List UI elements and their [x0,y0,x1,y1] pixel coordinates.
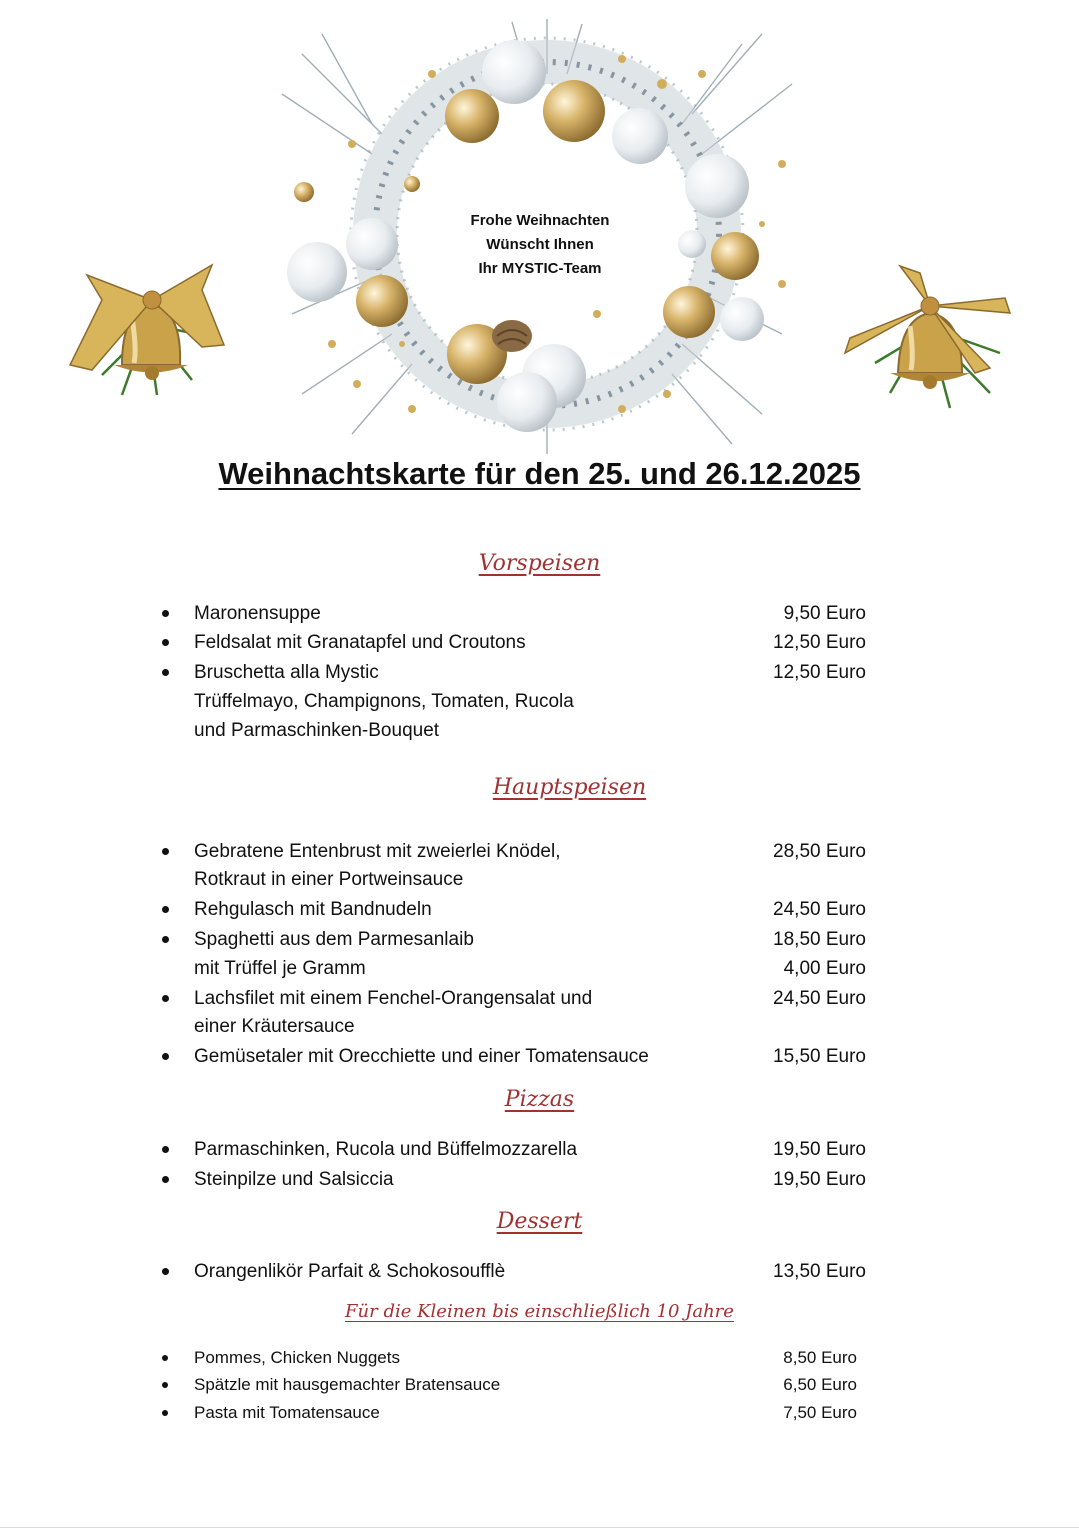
dish-price: 18,50 Euro [773,929,866,950]
dish-price: 4,00 Euro [783,958,866,979]
dish-description: Trüffelmayo, Champignons, Tomaten, Rucola [194,691,574,712]
dish-name: Lachsfilet mit einem Fenchel-Orangensalat und [194,988,593,1009]
dish-description: und Parmaschinken-Bouquet [194,720,440,741]
section-heading-vorspeisen: Vorspeisen [478,551,601,576]
dish-name: Spaghetti aus dem Parmesanlaib [194,929,474,950]
dish-name: Steinpilze und Salsiccia [194,1169,394,1190]
menu-item-description [160,955,870,983]
dish-price: 12,50 Euro [773,662,866,683]
dish-name: Parmaschinken, Rucola und Büffelmozzarella [194,1139,578,1160]
menu-item [160,629,870,657]
menu-item [160,600,870,628]
section-heading-dessert: Dessert [496,1209,583,1234]
dish-price: 12,50 Euro [773,632,866,653]
dish-price: 7,50 Euro [783,1403,857,1422]
dish-price: 19,50 Euro [773,1169,866,1190]
dish-name: Orangenlikör Parfait & Schokosoufflè [194,1261,506,1282]
golden-bell-right-icon [840,258,1015,413]
dish-name: Pommes, Chicken Nuggets [194,1348,400,1367]
menu-item [160,659,870,687]
golden-bell-left-icon [62,255,232,405]
section-heading-pizzas: Pizzas [504,1087,575,1112]
dish-name: Rehgulasch mit Bandnudeln [194,899,432,920]
dish-price: 15,50 Euro [773,1046,866,1067]
menu-item-description [160,717,870,745]
dish-price: 8,50 Euro [783,1348,857,1367]
menu-item [160,1371,870,1399]
menu-item-description [160,1013,870,1041]
section-heading-kids: Für die Kleinen bis einschließlich 10 Jahre [345,1301,734,1322]
dish-name: Gemüsetaler mit Orecchiette und einer Tomatensauce [194,1046,649,1067]
dish-name: Maronensuppe [194,603,321,624]
dish-name: Gebratene Entenbrust mit zweierlei Knödel, [194,841,561,862]
menu-item [160,838,870,866]
dish-description: Rotkraut in einer Portweinsauce [194,869,464,890]
menu-item [160,896,870,924]
dish-name: Bruschetta alla Mystic [194,662,379,683]
dish-price: 24,50 Euro [773,988,866,1009]
menu-item [160,985,870,1013]
menu-item [160,1399,870,1427]
dish-name: Spätzle mit hausgemachter Bratensauce [194,1375,501,1394]
menu-item [160,926,870,954]
dish-description: mit Trüffel je Gramm [194,958,366,979]
dish-name: Feldsalat mit Granatapfel und Croutons [194,632,526,653]
menu-item-description [160,688,870,716]
dish-price: 28,50 Euro [773,841,866,862]
page-bottom-divider [0,1527,1079,1528]
dish-price: 13,50 Euro [773,1261,866,1282]
greeting-line-1: Frohe Weihnachten [470,212,610,229]
dish-name: Pasta mit Tomatensauce [194,1403,380,1422]
menu-title: Weihnachtskarte für den 25. und 26.12.2025 [218,456,861,491]
dish-price: 9,50 Euro [783,603,866,624]
menu-item [160,1043,870,1071]
greeting-line-3: Ihr MYSTIC-Team [478,260,602,277]
menu-item [160,1166,870,1194]
dish-price: 6,50 Euro [783,1375,857,1394]
section-heading-hauptspeisen: Hauptspeisen [492,775,647,800]
greeting-line-2: Wünscht Ihnen [486,236,594,253]
dish-price: 19,50 Euro [773,1139,866,1160]
dish-price: 24,50 Euro [773,899,866,920]
menu-item [160,1258,870,1286]
menu-item-description [160,866,870,894]
menu-item [160,1344,870,1372]
menu-item [160,1136,870,1164]
dish-description: einer Kräutersauce [194,1016,355,1037]
christmas-wreath-image [262,14,832,454]
